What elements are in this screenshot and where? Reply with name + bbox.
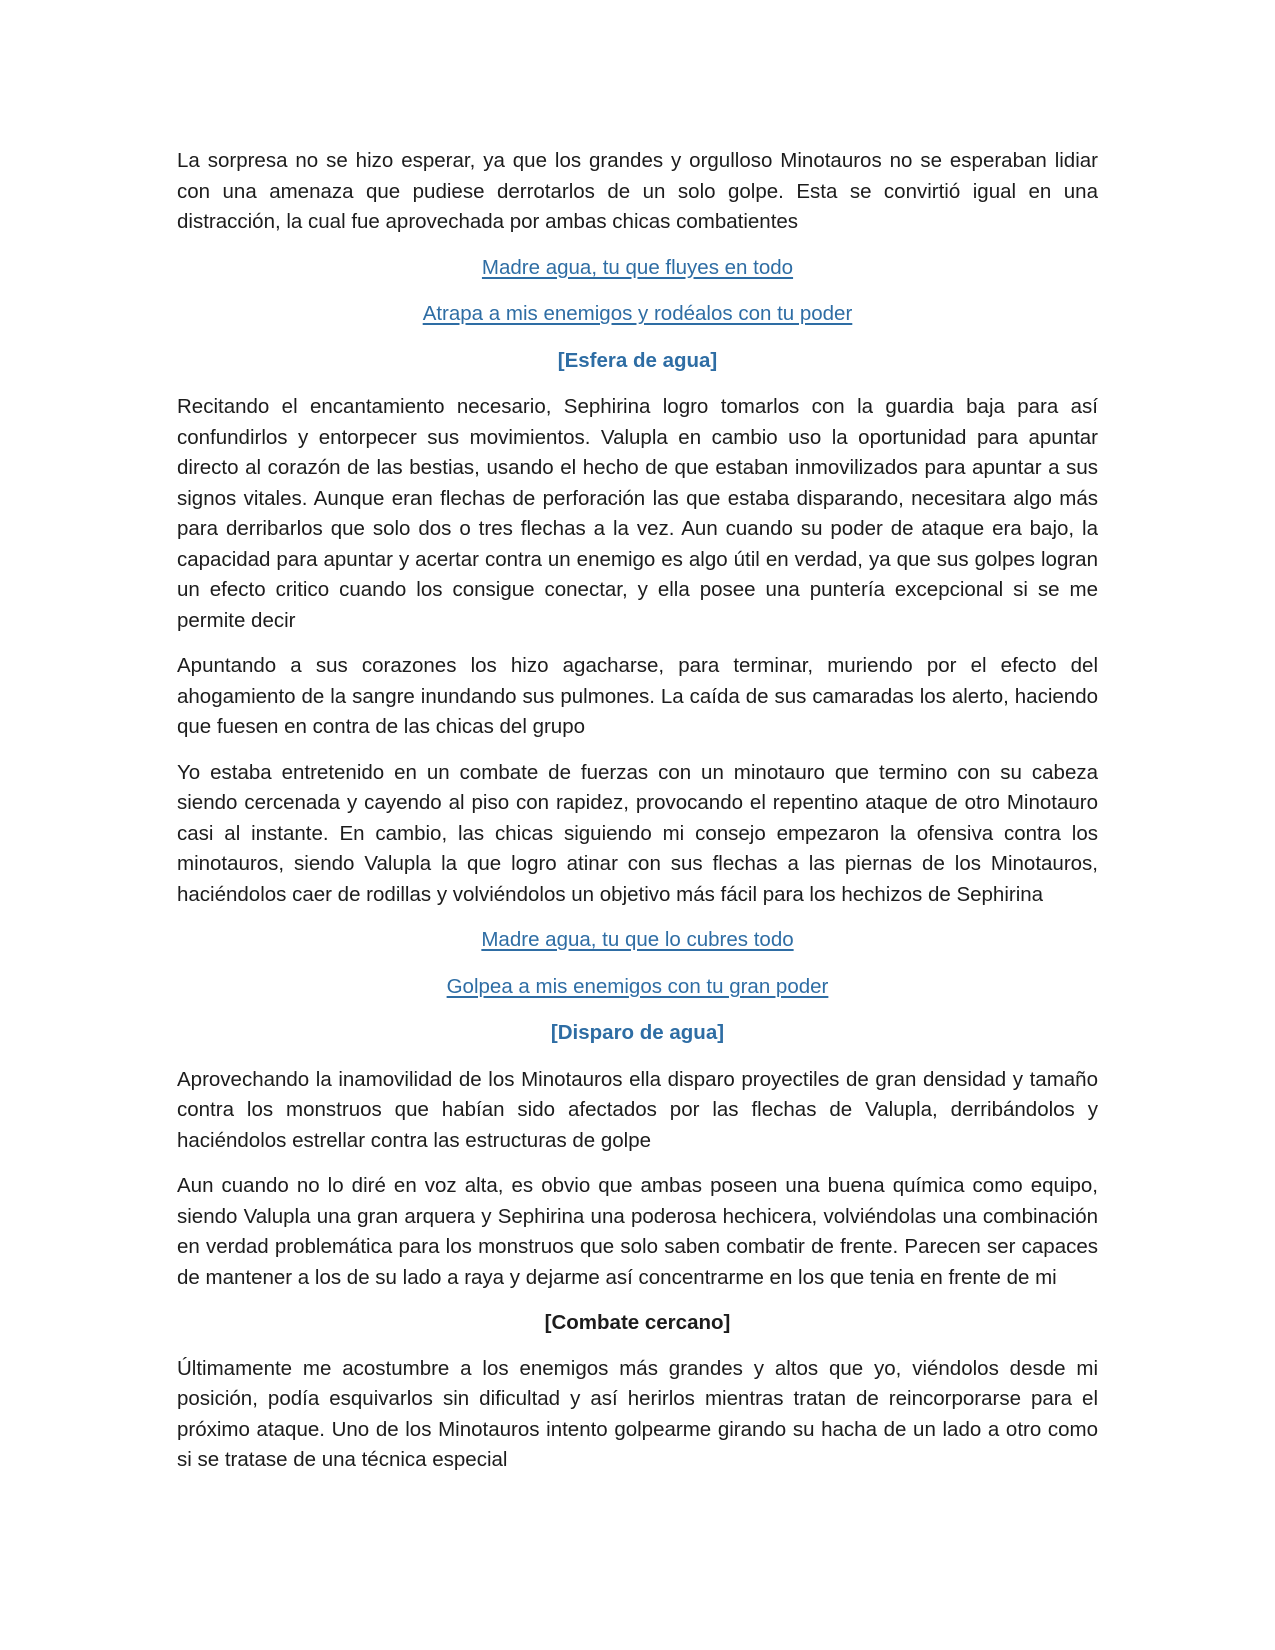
page-body xyxy=(177,146,1098,1491)
paragraph-3: Apuntando a sus corazones los hizo agacharse, para terminar, muriendo por el efecto del ahogamiento de la sangre inundando sus pulmones. La caída de sus camaradas los alerto, haciendo que fuesen en contra de las chicas del grupo xyxy=(177,654,1098,738)
paragraph-5: Aprovechando la inamovilidad de los Minotauros ella disparo proyectiles de gran densidad y tamaño contra los monstruos que habían sido afectados por las flechas de Valupla, derribándolos y haciéndolos estrellar contra las estructuras de golpe xyxy=(177,1067,1098,1152)
paragraph-1: La sorpresa no se hizo esperar, ya que los grandes y orgulloso Minotauros no se esperaban lidiar con una amenaza que pudiese derrotarlos de un solo golpe. Esta se convirtió igual en una distracción, la cual fue aprovechada por ambas chicas combatientes xyxy=(177,149,1098,233)
paragraph-4: Yo estaba entretenido en un combate de fuerzas con un minotauro que termino con su cabeza siendo cercenada y cayendo al piso con rapidez, provocando el repentino ataque de otro Minotauro casi al instante. En cambio, las chicas siguiendo mi consejo empezaron la ofensiva contra los minotauros, siendo Valupla la que logro atinar con sus flechas a las piernas de los Minotauros, haciéndolos caer de rodillas y volviéndolos un objetivo más fácil para los hechizos de Sephirina xyxy=(177,760,1098,906)
incantation-1-line-2: Atrapa a mis enemigos y rodéalos con tu poder xyxy=(422,302,853,325)
paragraph-7: Últimamente me acostumbre a los enemigos más grandes y altos que yo, viéndolos desde mi posición, podía esquivarlos sin dificultad y así herirlos mientras tratan de reincorporarse para el próximo ataque. Uno de los Minotauros intento golpearme girando su hacha de un lado a otro como si se tratase de una técnica especial xyxy=(177,1356,1098,1471)
paragraph-6: Aun cuando no lo diré en voz alta, es obvio que ambas poseen una buena química como equipo, siendo Valupla una gran arquera y Sephirina una poderosa hechicera, volviéndolas una combinación en verdad problemática para los monstruos que solo saben combatir de frente. Parecen ser capaces de mantener a los de su lado a raya y dejarme así concentrarme en los que tenia en frente de mi xyxy=(177,1174,1098,1289)
spell-title-1: [Esfera de agua] xyxy=(557,348,718,372)
incantation-2-line-2: Golpea a mis enemigos con tu gran poder xyxy=(446,974,829,998)
incantation-2-line-1: Madre agua, tu que lo cubres todo xyxy=(481,928,794,951)
incantation-1-line-1: Madre agua, tu que fluyes en todo xyxy=(481,255,794,279)
paragraph-2: Recitando el encantamiento necesario, Sephirina logro tomarlos con la guardia baja para así confundirlos y entorpecer sus movimientos. Valupla en cambio uso la oportunidad para apuntar directo al corazón de las bestias, usando el hecho de que estaban inmovilizados para apuntar a sus signos vitales. Aunque eran flechas de perforación las que estaba disparando, necesitara algo más para derribarlos que solo dos o tres flechas a la vez. Aun cuando su poder de ataque era bajo, la capacidad para apuntar y acertar contra un enemigo es algo útil en verdad, ya que sus golpes logran un efecto critico cuando los consigue conectar, y ella posee una puntería excepcional si se me permite decir xyxy=(177,395,1098,632)
spell-title-2: [Disparo de agua] xyxy=(550,1021,725,1044)
section-title: [Combate cercano] xyxy=(544,1311,731,1334)
